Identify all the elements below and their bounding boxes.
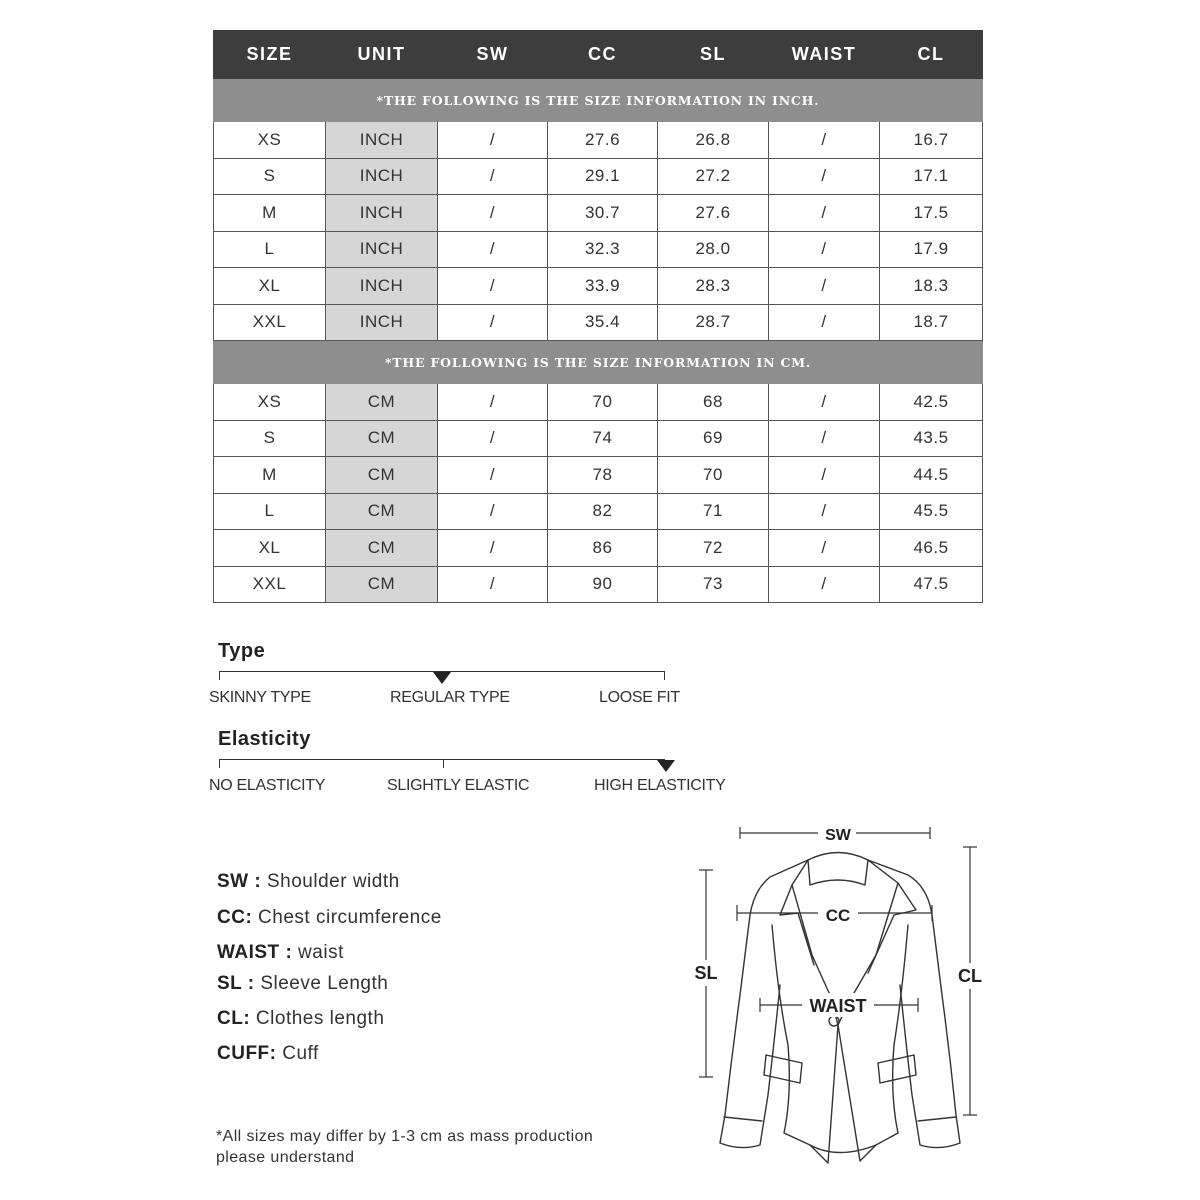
table-cell: 46.5 bbox=[880, 530, 983, 567]
table-cell: / bbox=[438, 457, 548, 494]
table-cell: 44.5 bbox=[880, 457, 983, 494]
table-cell: / bbox=[769, 195, 880, 232]
table-cell: / bbox=[438, 566, 548, 603]
diagram-cc-label: CC bbox=[825, 906, 851, 925]
elasticity-label-high: HIGH ELASTICITY bbox=[594, 777, 726, 794]
type-selected-marker-icon bbox=[433, 672, 451, 684]
legend-sw: SW : Shoulder width bbox=[217, 871, 400, 892]
table-cell: 82 bbox=[548, 493, 658, 530]
table-row bbox=[214, 268, 983, 305]
table-cell: 90 bbox=[548, 566, 658, 603]
elasticity-title: Elasticity bbox=[218, 728, 311, 750]
table-cell: S bbox=[214, 158, 326, 195]
elasticity-label-none: NO ELASTICITY bbox=[209, 777, 326, 794]
table-cell: 28.0 bbox=[658, 231, 769, 268]
table-cell: M bbox=[214, 195, 326, 232]
table-cell: / bbox=[769, 420, 880, 457]
legend-sl: SL : Sleeve Length bbox=[217, 973, 389, 994]
table-cell: / bbox=[769, 231, 880, 268]
table-row bbox=[214, 158, 983, 195]
table-cell: XL bbox=[214, 268, 326, 305]
table-cell: / bbox=[438, 268, 548, 305]
table-row bbox=[214, 384, 983, 421]
table-cell: 69 bbox=[658, 420, 769, 457]
header-cc: CC bbox=[548, 31, 658, 79]
table-cell: / bbox=[438, 195, 548, 232]
table-cell: INCH bbox=[326, 122, 438, 159]
type-label-skinny: SKINNY TYPE bbox=[209, 689, 311, 706]
elasticity-label-slight: SLIGHTLY ELASTIC bbox=[387, 777, 530, 794]
diagram-sw-label: SW bbox=[825, 827, 851, 844]
table-cell: 26.8 bbox=[658, 122, 769, 159]
type-label-loose: LOOSE FIT bbox=[599, 689, 680, 706]
table-cell: CM bbox=[326, 530, 438, 567]
type-title: Type bbox=[218, 640, 266, 662]
inch-note-row bbox=[214, 79, 983, 122]
table-cell: / bbox=[438, 420, 548, 457]
table-cell: / bbox=[438, 122, 548, 159]
header-unit: UNIT bbox=[326, 31, 438, 79]
table-cell: / bbox=[438, 158, 548, 195]
table-cell: / bbox=[769, 122, 880, 159]
table-cell: 71 bbox=[658, 493, 769, 530]
table-cell: CM bbox=[326, 420, 438, 457]
table-cell: / bbox=[438, 493, 548, 530]
table-cell: / bbox=[769, 158, 880, 195]
table-cell: / bbox=[438, 304, 548, 341]
table-cell: / bbox=[769, 493, 880, 530]
footnote bbox=[216, 1126, 593, 1168]
table-cell: L bbox=[214, 231, 326, 268]
elasticity-tick-mid bbox=[443, 759, 444, 768]
table-row bbox=[214, 304, 983, 341]
table-cell: 42.5 bbox=[880, 384, 983, 421]
table-cell: 74 bbox=[548, 420, 658, 457]
table-row bbox=[214, 122, 983, 159]
elasticity-selected-marker-icon bbox=[657, 760, 675, 772]
table-cell: / bbox=[769, 384, 880, 421]
table-cell: 17.5 bbox=[880, 195, 983, 232]
table-cell: / bbox=[769, 268, 880, 305]
table-cell: INCH bbox=[326, 304, 438, 341]
type-tick-right bbox=[664, 671, 665, 680]
table-cell: 30.7 bbox=[548, 195, 658, 232]
table-cell: 16.7 bbox=[880, 122, 983, 159]
table-row bbox=[214, 566, 983, 603]
table-cell: CM bbox=[326, 493, 438, 530]
table-cell: 27.2 bbox=[658, 158, 769, 195]
table-cell: INCH bbox=[326, 158, 438, 195]
table-cell: XL bbox=[214, 530, 326, 567]
legend-waist: WAIST : waist bbox=[217, 942, 344, 963]
table-cell: / bbox=[438, 530, 548, 567]
size-chart-table bbox=[213, 30, 983, 603]
table-cell: 78 bbox=[548, 457, 658, 494]
table-cell: INCH bbox=[326, 231, 438, 268]
type-label-regular: REGULAR TYPE bbox=[390, 689, 510, 706]
table-cell: 27.6 bbox=[548, 122, 658, 159]
table-cell: / bbox=[769, 304, 880, 341]
inch-note: *THE FOLLOWING IS THE SIZE INFORMATION IN INCH. bbox=[214, 79, 983, 122]
table-cell: 43.5 bbox=[880, 420, 983, 457]
table-cell: XS bbox=[214, 122, 326, 159]
table-cell: / bbox=[438, 231, 548, 268]
table-cell: CM bbox=[326, 384, 438, 421]
header-cl: CL bbox=[880, 31, 983, 79]
table-cell: 72 bbox=[658, 530, 769, 567]
table-row bbox=[214, 493, 983, 530]
jacket-measurement-diagram bbox=[680, 815, 1000, 1175]
table-cell: 17.1 bbox=[880, 158, 983, 195]
table-cell: 18.7 bbox=[880, 304, 983, 341]
table-cell: S bbox=[214, 420, 326, 457]
table-cell: 17.9 bbox=[880, 231, 983, 268]
table-cell: 18.3 bbox=[880, 268, 983, 305]
table-header-row bbox=[214, 31, 983, 79]
table-cell: XS bbox=[214, 384, 326, 421]
table-cell: CM bbox=[326, 566, 438, 603]
cm-note-row bbox=[214, 341, 983, 384]
legend-cl: CL: Clothes length bbox=[217, 1008, 385, 1029]
table-cell: INCH bbox=[326, 195, 438, 232]
header-waist: WAIST bbox=[769, 31, 880, 79]
table-cell: 28.7 bbox=[658, 304, 769, 341]
table-cell: 29.1 bbox=[548, 158, 658, 195]
header-sw: SW bbox=[438, 31, 548, 79]
table-cell: 32.3 bbox=[548, 231, 658, 268]
header-size: SIZE bbox=[214, 31, 326, 79]
table-cell: 70 bbox=[548, 384, 658, 421]
table-cell: 86 bbox=[548, 530, 658, 567]
table-cell: 28.3 bbox=[658, 268, 769, 305]
table-cell: 47.5 bbox=[880, 566, 983, 603]
table-cell: 68 bbox=[658, 384, 769, 421]
table-cell: M bbox=[214, 457, 326, 494]
table-row bbox=[214, 420, 983, 457]
table-cell: / bbox=[769, 530, 880, 567]
table-cell: / bbox=[769, 566, 880, 603]
table-cell: L bbox=[214, 493, 326, 530]
table-cell: XXL bbox=[214, 566, 326, 603]
footnote-line-1: *All sizes may differ by 1-3 cm as mass production bbox=[216, 1128, 594, 1145]
legend-cuff: CUFF: Cuff bbox=[217, 1043, 319, 1064]
table-row bbox=[214, 457, 983, 494]
header-sl: SL bbox=[658, 31, 769, 79]
table-row bbox=[214, 195, 983, 232]
elasticity-tick-left bbox=[219, 759, 220, 768]
table-row bbox=[214, 530, 983, 567]
footnote-line-2: please understand bbox=[216, 1149, 355, 1166]
table-cell: 45.5 bbox=[880, 493, 983, 530]
table-cell: 70 bbox=[658, 457, 769, 494]
table-cell: INCH bbox=[326, 268, 438, 305]
legend-cc: CC: Chest circumference bbox=[217, 907, 442, 928]
type-tick-left bbox=[219, 671, 220, 680]
table-cell: 27.6 bbox=[658, 195, 769, 232]
diagram-waist-label: WAIST bbox=[809, 996, 867, 1016]
table-cell: 35.4 bbox=[548, 304, 658, 341]
measurement-lines bbox=[699, 827, 977, 1115]
table-cell: XXL bbox=[214, 304, 326, 341]
cm-note: *THE FOLLOWING IS THE SIZE INFORMATION IN CM. bbox=[214, 341, 983, 384]
diagram-cl-label: CL bbox=[958, 966, 982, 986]
table-cell: 73 bbox=[658, 566, 769, 603]
elasticity-scale-line bbox=[219, 759, 665, 760]
table-cell: / bbox=[438, 384, 548, 421]
diagram-sl-label: SL bbox=[694, 963, 718, 983]
table-cell: CM bbox=[326, 457, 438, 494]
table-cell: / bbox=[769, 457, 880, 494]
table-row bbox=[214, 231, 983, 268]
table-cell: 33.9 bbox=[548, 268, 658, 305]
